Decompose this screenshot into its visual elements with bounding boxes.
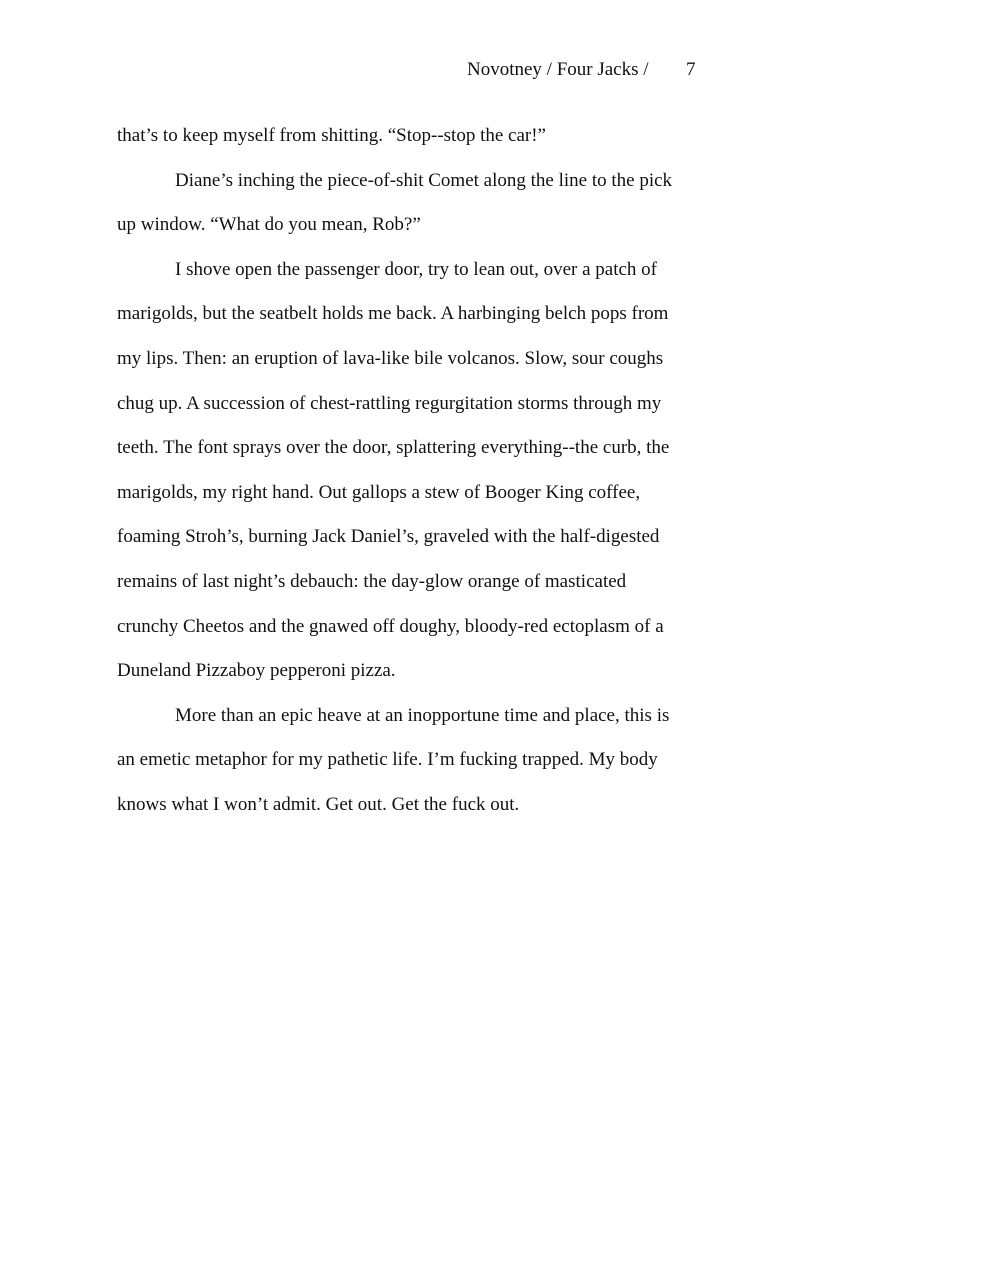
text-line: crunchy Cheetos and the gnawed off doughy, bloody-red ectoplasm of a [117, 615, 664, 637]
page-number: 7 [686, 59, 696, 80]
text-line: knows what I won’t admit. Get out. Get the fuck out. [117, 793, 520, 815]
text-line: More than an epic heave at an inopportune time and place, this is [175, 704, 670, 726]
running-head: Novotney / Four Jacks / [467, 59, 649, 80]
body-text [117, 114, 687, 828]
text-line: I shove open the passenger door, try to lean out, over a patch of [175, 258, 658, 280]
text-line: marigolds, but the seatbelt holds me back. A harbinging belch pops from [117, 303, 669, 325]
text-line: marigolds, my right hand. Out gallops a stew of Booger King coffee, [117, 481, 641, 503]
text-line: teeth. The font sprays over the door, splattering everything--the curb, the [117, 437, 670, 459]
text-line: an emetic metaphor for my pathetic life. I’m fucking trapped. My body [117, 749, 658, 771]
text-line: that’s to keep myself from shitting. “Stop--stop the car!” [117, 125, 546, 146]
text-line: my lips. Then: an eruption of lava-like bile volcanos. Slow, sour coughs [117, 347, 664, 369]
text-line: Duneland Pizzaboy pepperoni pizza. [117, 660, 396, 682]
text-line: foaming Stroh’s, burning Jack Daniel’s, graveled with the half-digested [117, 526, 660, 548]
text-line: chug up. A succession of chest-rattling regurgitation storms through my [117, 392, 662, 414]
text-line: remains of last night’s debauch: the day-glow orange of masticated [117, 570, 627, 592]
text-line: up window. “What do you mean, Rob?” [117, 214, 421, 236]
text-line: Diane’s inching the piece-of-shit Comet along the line to the pick [175, 169, 673, 191]
